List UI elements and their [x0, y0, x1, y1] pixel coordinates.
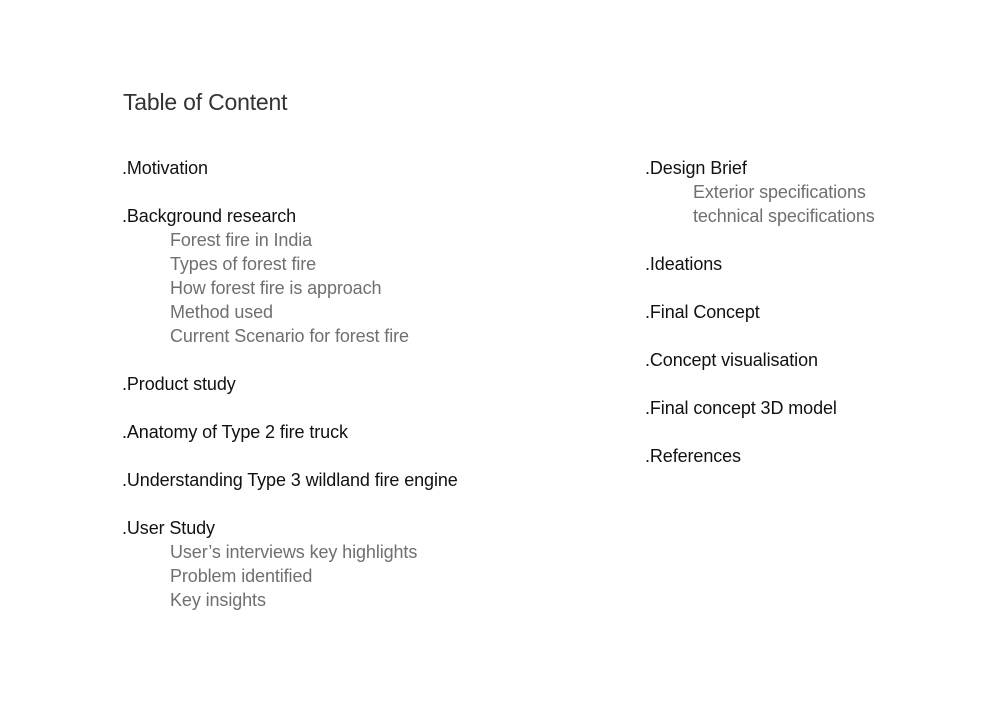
toc-subitem: How forest fire is approach: [170, 278, 382, 298]
toc-section-user-study: [122, 516, 458, 612]
toc-heading: .Product study: [122, 374, 236, 394]
toc-section-ideations: [645, 252, 875, 276]
toc-section-concept-visualisation: [645, 348, 875, 372]
toc-heading: .Final concept 3D model: [645, 398, 837, 418]
toc-section-understanding-type-3-wildland-fire-engine: [122, 468, 458, 492]
toc-heading: .Ideations: [645, 254, 723, 274]
toc-section-final-concept-3d-model: [645, 396, 875, 420]
toc-subitem: Problem identified: [170, 566, 313, 586]
toc-left-column: [122, 156, 458, 636]
toc-subitem: Key insights: [170, 590, 266, 610]
toc-section-anatomy-of-type-2-fire-truck: [122, 420, 458, 444]
toc-heading: .Understanding Type 3 wildland fire engine: [122, 470, 458, 490]
toc-subitem: Exterior specifications: [693, 182, 866, 202]
toc-section-background-research: [122, 204, 458, 348]
toc-heading: .Background research: [122, 206, 297, 226]
page-title: Table of Content: [123, 89, 288, 115]
toc-heading: .References: [645, 446, 741, 466]
toc-subitem: User’s interviews key highlights: [170, 542, 418, 562]
toc-subitem: Current Scenario for forest fire: [170, 326, 409, 346]
toc-subitem: technical specifications: [693, 206, 875, 226]
toc-heading: .Anatomy of Type 2 fire truck: [122, 422, 348, 442]
toc-subitem: Method used: [170, 302, 273, 322]
toc-section-references: [645, 444, 875, 468]
toc-heading: .Motivation: [122, 158, 208, 178]
toc-heading: .Concept visualisation: [645, 350, 818, 370]
toc-section-product-study: [122, 372, 458, 396]
toc-section-design-brief: [645, 156, 875, 228]
toc-heading: .User Study: [122, 518, 215, 538]
toc-heading: .Design Brief: [645, 158, 747, 178]
toc-right-column: [645, 156, 875, 492]
toc-subitem: Forest fire in India: [170, 230, 313, 250]
toc-heading: .Final Concept: [645, 302, 760, 322]
toc-section-motivation: [122, 156, 458, 180]
toc-subitem: Types of forest fire: [170, 254, 317, 274]
toc-section-final-concept: [645, 300, 875, 324]
